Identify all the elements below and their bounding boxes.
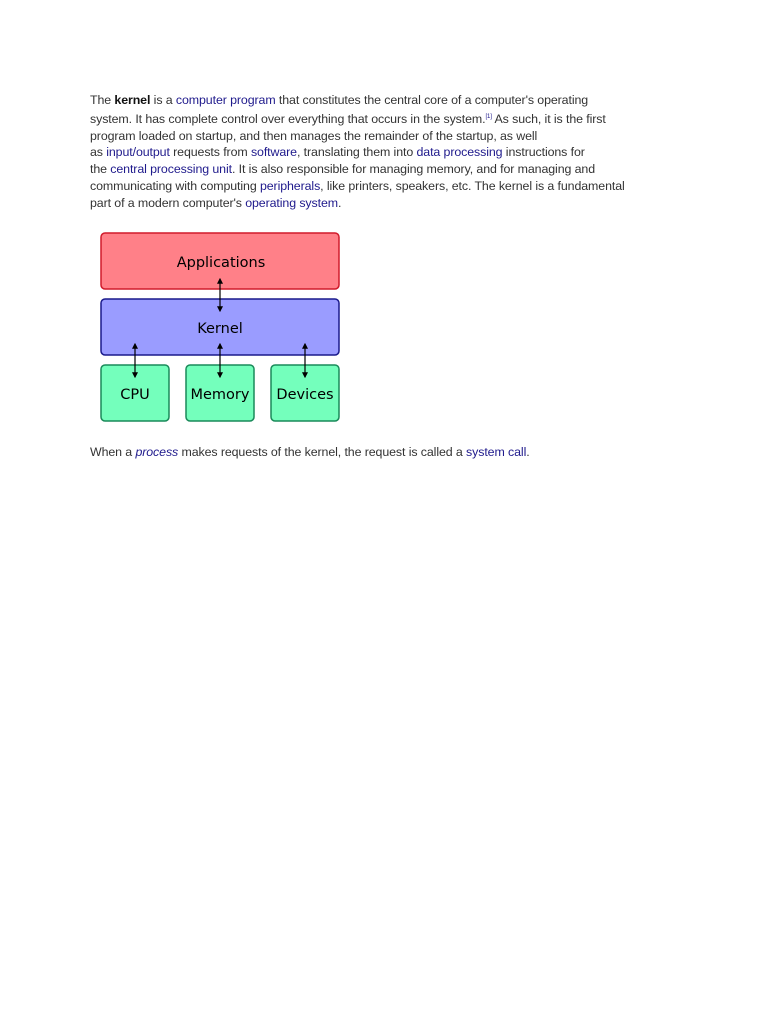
applications-label: Applications [176,255,266,271]
kernel-term: kernel [114,93,151,107]
paragraph-line: the central processing unit. It is also responsible for managing memory, and for managing and [90,162,595,177]
link-system-call[interactable]: system call [466,445,527,459]
link-peripherals[interactable]: peripherals [259,178,321,193]
devices-label: Devices [276,387,334,403]
link-software[interactable]: software [250,145,297,160]
kernel-intro-paragraph [90,92,690,212]
paragraph-line: communicating with computing peripherals, like printers, speakers, etc. The kernel is a fundamental [90,178,625,193]
link-central-processing-unit[interactable]: central processing unit [110,162,232,177]
paragraph-line: as input/output requests from software, translating them into data processing instructions for [90,145,585,160]
paragraph-line: The kernel is a computer program that constitutes the central core of a computer's operating [90,93,589,107]
paragraph-line: When a process makes requests of the kernel, the request is called a system call. [90,445,530,459]
kernel-label: Kernel [197,321,243,337]
link-input-output[interactable]: input/output [106,145,170,160]
kernel-layer-diagram [97,229,345,427]
link-computer-program[interactable]: computer program [175,93,276,107]
paragraph-line: system. It has complete control over everything that occurs in the system.[1] As such, it is the first [90,111,606,126]
paragraph-line: part of a modern computer's operating system. [90,195,342,210]
memory-label: Memory [190,387,250,403]
paragraph-line: program loaded on startup, and then manages the remainder of the startup, as well [90,128,538,143]
link-operating-system[interactable]: operating system [245,195,338,210]
link-data-processing[interactable]: data processing [416,145,503,160]
reference-link[interactable]: [1] [485,113,492,120]
system-call-paragraph [90,444,690,461]
link-process[interactable]: process [135,445,179,459]
cpu-label: CPU [120,387,150,403]
